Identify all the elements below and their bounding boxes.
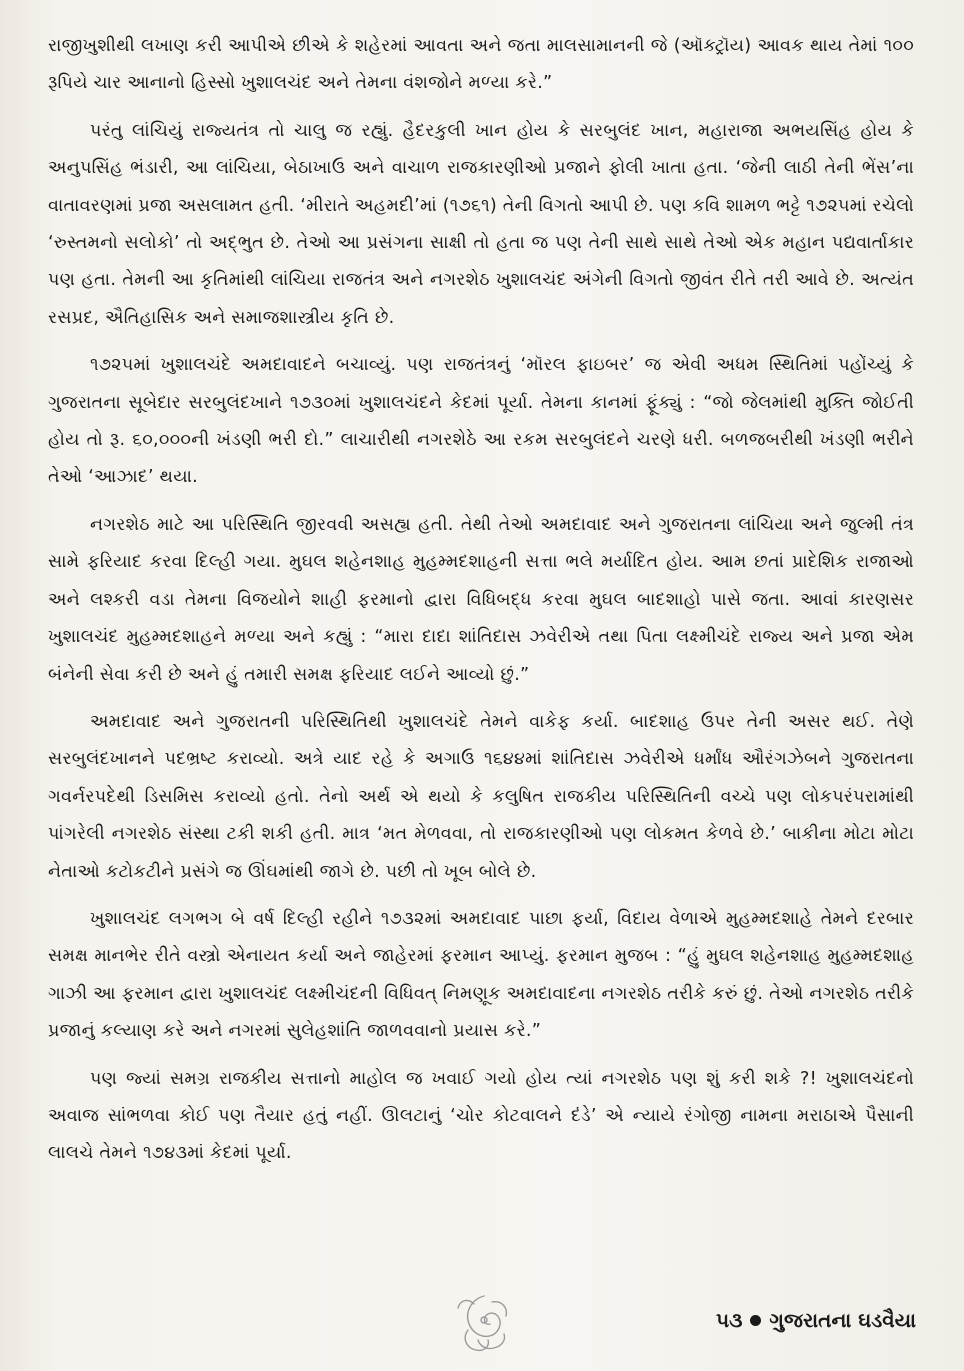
page-number: ૫૩ [715, 1308, 743, 1332]
paragraph-3: ૧૭૨૫માં ખુશાલચંદે અમદાવાદને બચાવ્યું. પણ રાજતંત્રનું ‘મૉરલ ફાઇબર’ જ એવી અધમ સ્થિતિમાં પહોંચ્યું કે ગુજરાતના સૂબેદાર સરબુલંદખાને ૧૭૩૦માં ખુશાલચંદને કેદમાં પૂર્યા. તેમના કાનમાં ફૂંક્યું : “જો જેલમાંથી મુક્તિ જોઈતી હોય તો રૂ. ૬૦,૦૦૦ની ખંડણી ભરી દો.” લાચારીથી નગરશેઠે આ રકમ સરબુલંદને ચરણે ધરી. બળજબરીથી ખંડણી ભરીને તેઓ ‘આઝાદ’ થયા. [48, 355, 914, 488]
paragraph-5: અમદાવાદ અને ગુજરાતની પરિસ્થિતિથી ખુશાલચંદે તેમને વાકેફ કર્યા. બાદશાહ ઉપર તેની અસર થઈ. તેણે સરબુલંદખાનને પદભ્રષ્ટ કરાવ્યો. અત્રે યાદ રહે કે અગાઉ ૧૬૪૪માં શાંતિદાસ ઝવેરીએ ધર્માંધ ઔરંગઝેબને ગુજરાતના ગવર્નરપદેથી ડિસમિસ કરાવ્યો હતો. તેનો અર્થ એ થયો કે કલુષિત રાજકીય પરિસ્થિતિની વચ્ચે પણ લોકપરંપરામાંથી પાંગરેલી નગરશેઠ સંસ્થા ટકી શકી હતી. માત્ર ‘મત મેળવવા, તો રાજકારણીઓ પણ લોકમત કેળવે છે.’ બાકીના મોટા મોટા નેતાઓ કટોકટીને પ્રસંગે જ ઊંઘમાંથી જાગે છે. પછી તો ખૂબ બોલે છે. [48, 711, 914, 882]
paragraph-6: ખુશાલચંદ લગભગ બે વર્ષ દિલ્હી રહીને ૧૭૩૨માં અમદાવાદ પાછા ફર્યા, વિદાય વેળાએ મુહમ્મદશાહે તેમને દરબાર સમક્ષ માનભેર રીતે વસ્ત્રો એનાયત કર્યા અને જાહેરમાં ફરમાન આપ્યું. ફરમાન મુજબ : “હું મુઘલ શહેનશાહ મુહમ્મદશાહ ગાઝી આ ફરમાન દ્વારા ખુશાલચંદ લક્ષ્મીચંદની વિધિવત્ નિમણૂક અમદાવાદના નગરશેઠ તરીકે કરું છું. તેઓ નગરશેઠ તરીકે પ્રજાનું કલ્યાણ કરે અને નગરમાં સુલેહશાંતિ જાળવવાનો પ્રયાસ કરે.” [48, 908, 914, 1042]
paragraph-1: રાજીખુશીથી લખાણ કરી આપીએ છીએ કે શહેરમાં આવતા અને જતા માલસામાનની જે (ઑક્ટ્રૉય) આવક થાય તેમાં ૧૦૦ રૂપિયે ચાર આનાનો હિસ્સો ખુશાલચંદ અને તેમના વંશજોને મળ્યા કરે.” [48, 36, 914, 94]
paragraph-2: પરંતુ લાંચિયું રાજ્યતંત્ર તો ચાલુ જ રહ્યું. હૈદરકુલી ખાન હોય કે સરબુલંદ ખાન, મહારાજા અભયસિંહ હોય કે અનુપસિંહ ભંડારી, આ લાંચિયા, બેઠાખાઉ અને વાચાળ રાજકારણીઓ પ્રજાને ફોલી ખાતા હતા. ‘જેની લાઠી તેની ભેંસ’ના વાતાવરણમાં પ્રજા અસલામત હતી. ‘મીરાતે અહમદી’માં (૧૭૬૧) તેની વિગતો આપી છે. પણ કવિ શામળ ભટ્ટે ૧૭૨૫માં રચેલો ‘રુસ્તમનો સલોકો’ તો અદ્ભુત છે. તેઓ આ પ્રસંગના સાક્ષી તો હતા જ પણ તેની સાથે સાથે તેઓ એક મહાન પદ્યવાર્તાકાર પણ હતા. તેમની આ કૃતિમાંથી લાંચિયા રાજતંત્ર અને નગરશેઠ ખુશાલચંદ અંગેની વિગતો જીવંત રીતે તરી આવે છે. અત્યંત રસપ્રદ, ઐતિહાસિક અને સમાજશાસ્ત્રીય કૃતિ છે. [48, 120, 914, 328]
page-label [716, 1308, 916, 1332]
page-footer [0, 1290, 964, 1360]
bullet-icon [750, 1315, 761, 1326]
decorative-flourish-icon [448, 1290, 520, 1356]
body-text [48, 28, 914, 1183]
book-title: ગુજરાતના ઘડવૈયા [769, 1308, 916, 1332]
paragraph-4: નગરશેઠ માટે આ પરિસ્થિતિ જીરવવી અસહ્ય હતી. તેથી તેઓ અમદાવાદ અને ગુજરાતના લાંચિયા અને જુલ્મી તંત્ર સામે ફરિયાદ કરવા દિલ્હી ગયા. મુઘલ શહેનશાહ મુહમ્મદશાહની સત્તા ભલે મર્યાદિત હોય. આમ છતાં પ્રાદેશિક રાજાઓ અને લશ્કરી વડા તેમના વિજયોને શાહી ફરમાનો દ્વારા વિધિબદ્ધ કરવા મુઘલ બાદશાહો પાસે જતા. આવાં કારણસર ખુશાલચંદ મુહમ્મદશાહને મળ્યા અને કહ્યું : “મારા દાદા શાંતિદાસ ઝવેરીએ તથા પિતા લક્ષ્મીચંદે રાજ્ય અને પ્રજા એમ બંનેની સેવા કરી છે અને હું તમારી સમક્ષ ફરિયાદ લઈને આવ્યો છું.” [48, 514, 914, 685]
paragraph-7: પણ જ્યાં સમગ્ર રાજકીય સત્તાનો માહોલ જ ખવાઈ ગયો હોય ત્યાં નગરશેઠ પણ શું કરી શકે ?! ખુશાલચંદનો અવાજ સાંભળવા કોઈ પણ તૈયાર હતું નહીં. ઊલટાનું ‘ચોર કોટવાલને દંડે’ એ ન્યાયે રંગોજી નામના મરાઠાએ પૈસાની લાલચે તેમને ૧૭૪૩માં કેદમાં પૂર્યા. [48, 1068, 914, 1164]
